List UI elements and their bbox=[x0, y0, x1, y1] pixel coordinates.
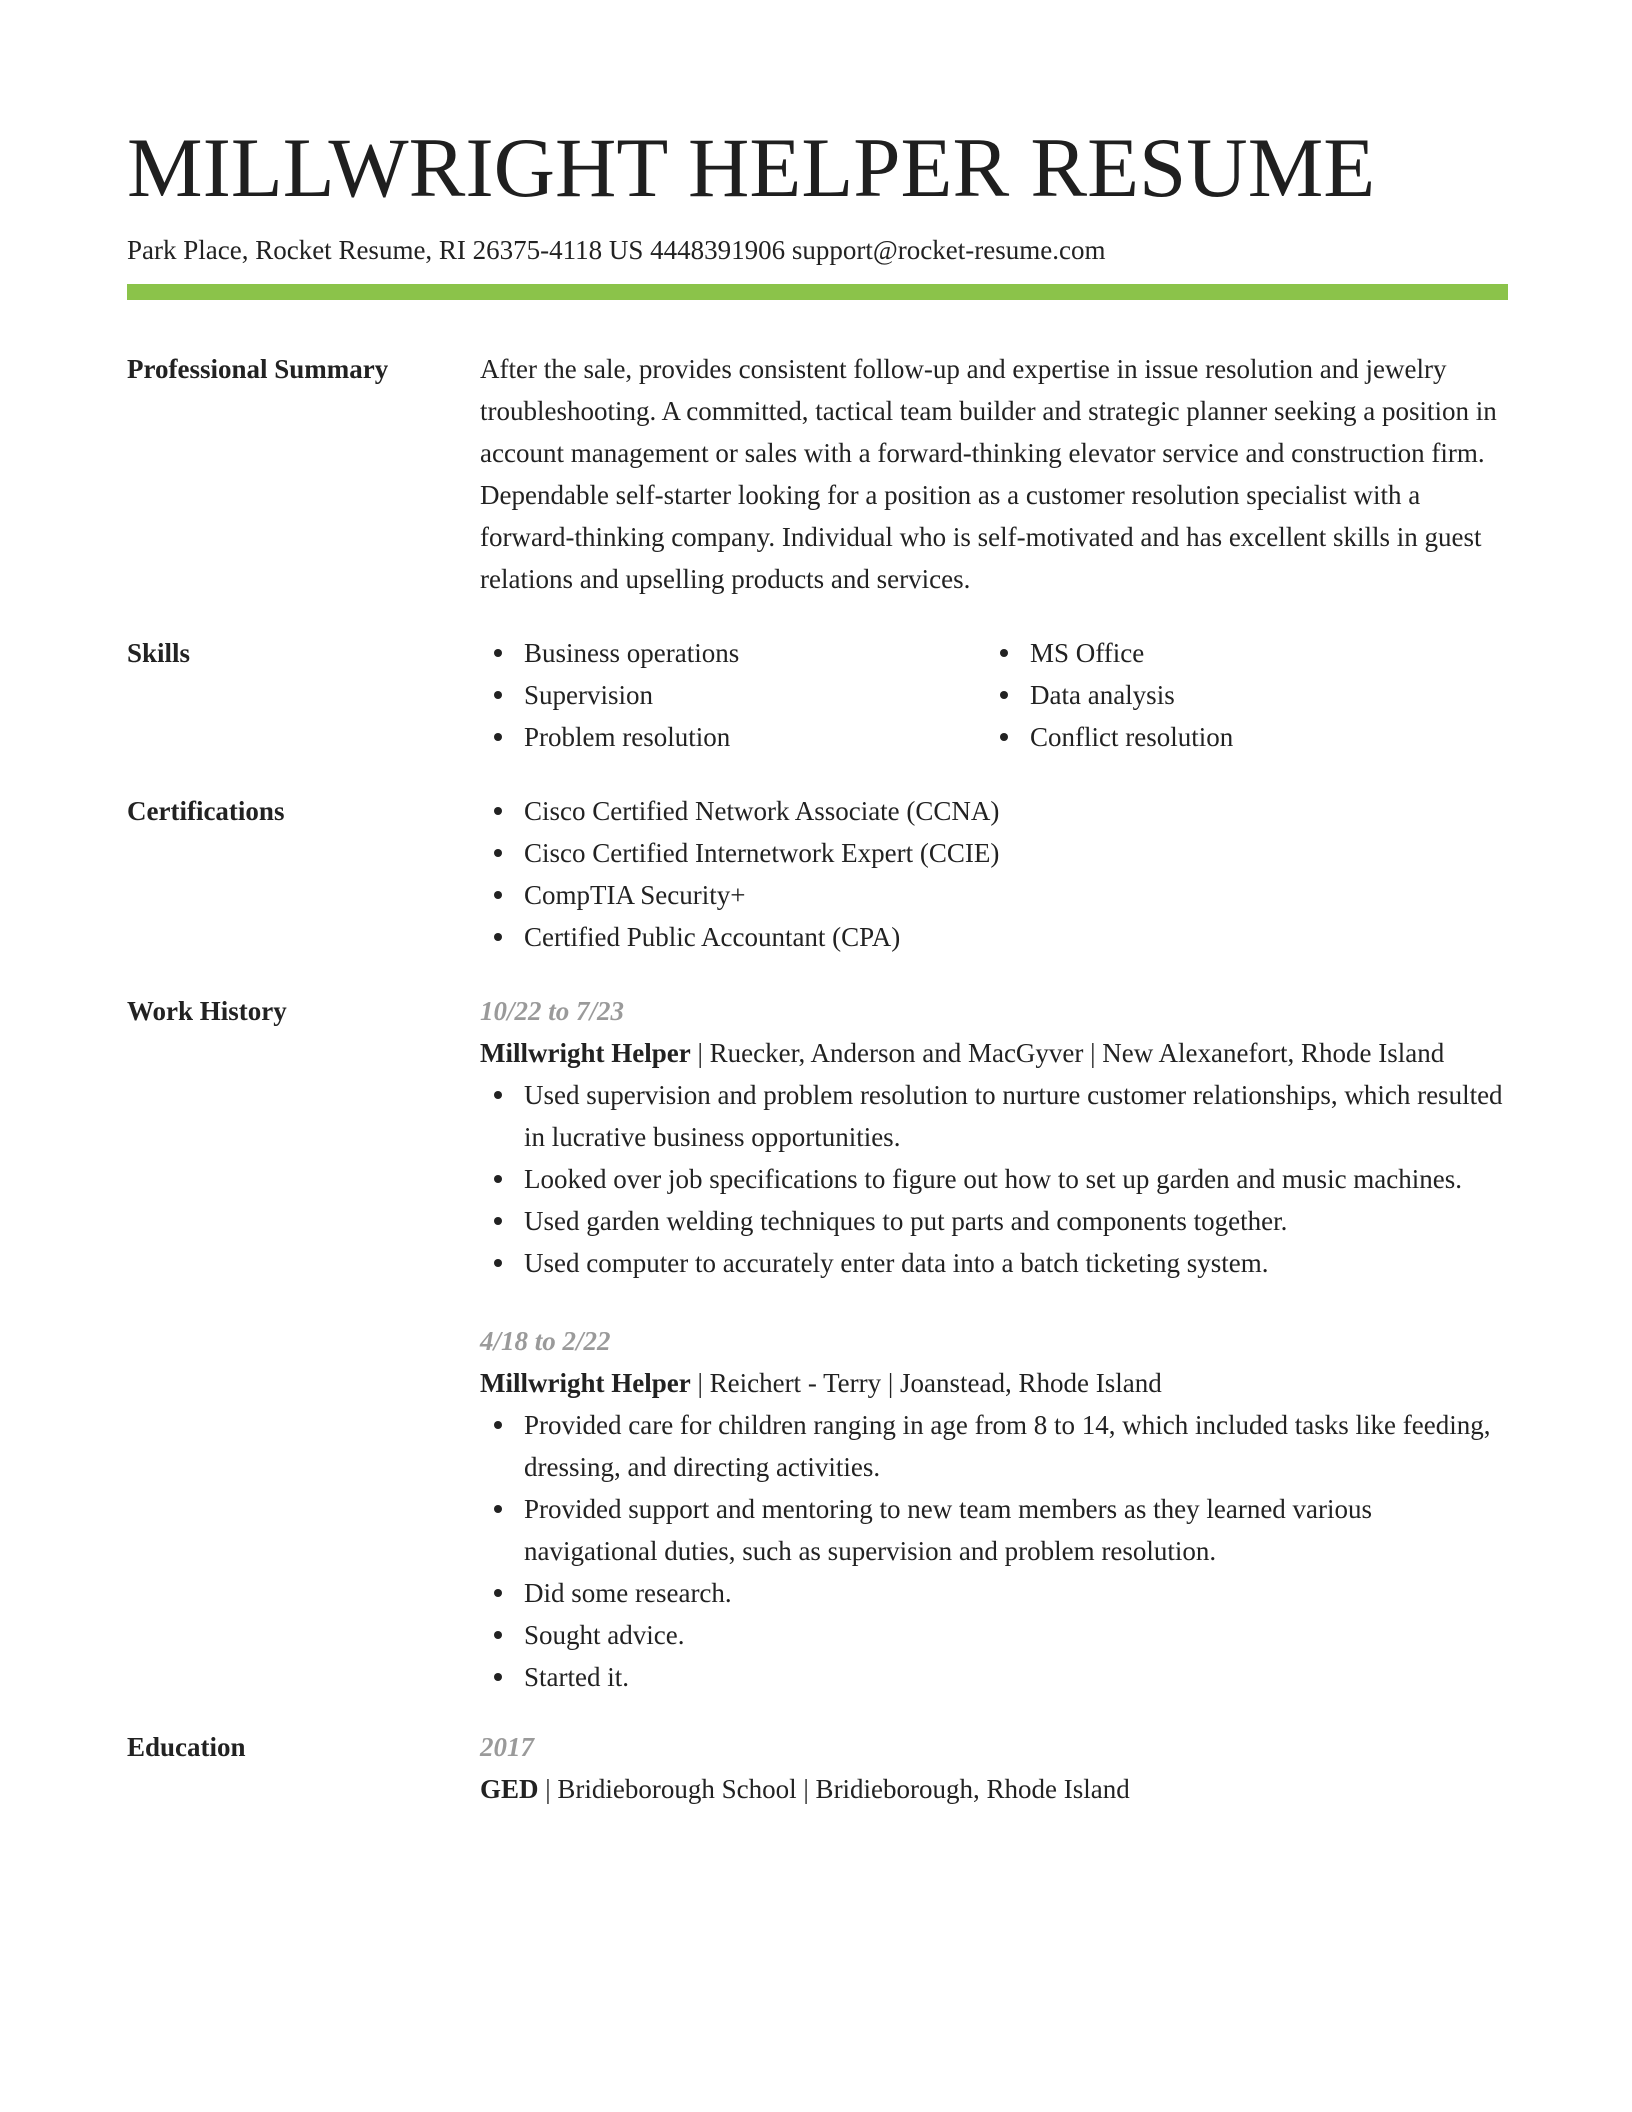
job-date: 4/18 to 2/22 bbox=[480, 1326, 611, 1356]
list-item: Used computer to accurately enter data into a batch ticketing system. bbox=[480, 1242, 1508, 1284]
work-history-section bbox=[127, 990, 1508, 1698]
list-item: MS Office bbox=[986, 632, 1492, 674]
resume-title: MILLWRIGHT HELPER RESUME bbox=[127, 121, 1376, 215]
list-item: Started it. bbox=[480, 1656, 1508, 1698]
list-item: Provided support and mentoring to new team members as they learned various navigational duties, such as supervision and problem resolution. bbox=[480, 1488, 1508, 1572]
job-entry bbox=[480, 990, 1508, 1284]
skills-section bbox=[127, 632, 1508, 758]
job-bullets bbox=[480, 1074, 1508, 1284]
list-item: Sought advice. bbox=[480, 1614, 1508, 1656]
job-entry bbox=[480, 1320, 1508, 1698]
list-item: Conflict resolution bbox=[986, 716, 1492, 758]
section-label-skills: Skills bbox=[127, 638, 191, 668]
bullet-icon bbox=[494, 849, 502, 857]
list-item: Used supervision and problem resolution to nurture customer relationships, which resulted in lucrative business opportunities. bbox=[480, 1074, 1508, 1158]
education-heading bbox=[480, 1768, 1508, 1810]
bullet-icon bbox=[494, 1217, 502, 1225]
contact-line: Park Place, Rocket Resume, RI 26375-4118 US 4448391906 support@rocket-resume.com bbox=[127, 235, 1106, 265]
list-item: Provided care for children ranging in age from 8 to 14, which included tasks like feeding, dressing, and directing activities. bbox=[480, 1404, 1508, 1488]
list-item: Business operations bbox=[480, 632, 986, 674]
list-item: Supervision bbox=[480, 674, 986, 716]
list-item: Data analysis bbox=[986, 674, 1492, 716]
job-title: Millwright Helper bbox=[480, 1368, 691, 1398]
job-heading bbox=[480, 1362, 1508, 1404]
list-item: Did some research. bbox=[480, 1572, 1508, 1614]
summary-text: After the sale, provides consistent follow-up and expertise in issue resolution and jewelry troubleshooting. A committed, tactical team builder and strategic planner seeking a position in account management or sales with a forward-thinking elevator service and construction firm. Dependable self-starter looking for a position as a customer resolution specialist with a forward-thinking company. Individual who is self-motivated and has excellent skills in guest relations and upselling products and services. bbox=[480, 354, 1497, 594]
section-label-work: Work History bbox=[127, 996, 287, 1026]
bullet-icon bbox=[494, 1631, 502, 1639]
list-item: Certified Public Accountant (CPA) bbox=[480, 916, 1508, 958]
certifications-list bbox=[480, 790, 1508, 958]
job-date: 10/22 to 7/23 bbox=[480, 996, 625, 1026]
job-heading bbox=[480, 1032, 1508, 1074]
bullet-icon bbox=[494, 1589, 502, 1597]
bullet-icon bbox=[494, 1421, 502, 1429]
bullet-icon bbox=[494, 733, 502, 741]
job-details: | Ruecker, Anderson and MacGyver | New Alexanefort, Rhode Island bbox=[690, 1038, 1445, 1068]
job-details: | Reichert - Terry | Joanstead, Rhode Island bbox=[690, 1368, 1162, 1398]
bullet-icon bbox=[494, 1673, 502, 1681]
skills-columns bbox=[480, 632, 1508, 758]
list-item: CompTIA Security+ bbox=[480, 874, 1508, 916]
list-item: Cisco Certified Network Associate (CCNA) bbox=[480, 790, 1508, 832]
section-label-education: Education bbox=[127, 1732, 246, 1762]
education-section bbox=[127, 1726, 1508, 1810]
list-item: Used garden welding techniques to put parts and components together. bbox=[480, 1200, 1508, 1242]
certifications-section bbox=[127, 790, 1508, 958]
bullet-icon bbox=[494, 1259, 502, 1267]
summary-section bbox=[127, 348, 1508, 600]
list-item: Looked over job specifications to figure out how to set up garden and music machines. bbox=[480, 1158, 1508, 1200]
degree-title: GED bbox=[480, 1774, 539, 1804]
education-details: | Bridieborough School | Bridieborough, Rhode Island bbox=[538, 1774, 1130, 1804]
bullet-icon bbox=[494, 1091, 502, 1099]
bullet-icon bbox=[494, 1505, 502, 1513]
bullet-icon bbox=[1000, 649, 1008, 657]
section-label-summary: Professional Summary bbox=[127, 354, 389, 384]
bullet-icon bbox=[1000, 733, 1008, 741]
list-item: Problem resolution bbox=[480, 716, 986, 758]
bullet-icon bbox=[494, 1175, 502, 1183]
bullet-icon bbox=[494, 691, 502, 699]
job-title: Millwright Helper bbox=[480, 1038, 691, 1068]
bullet-icon bbox=[494, 891, 502, 899]
accent-divider bbox=[127, 284, 1508, 300]
skills-list-col1 bbox=[480, 632, 986, 758]
education-date: 2017 bbox=[480, 1732, 534, 1762]
bullet-icon bbox=[494, 807, 502, 815]
list-item: Cisco Certified Internetwork Expert (CCIE) bbox=[480, 832, 1508, 874]
bullet-icon bbox=[494, 649, 502, 657]
skills-list-col2 bbox=[986, 632, 1492, 758]
bullet-icon bbox=[494, 933, 502, 941]
job-bullets bbox=[480, 1404, 1508, 1698]
section-label-certifications: Certifications bbox=[127, 796, 285, 826]
bullet-icon bbox=[1000, 691, 1008, 699]
